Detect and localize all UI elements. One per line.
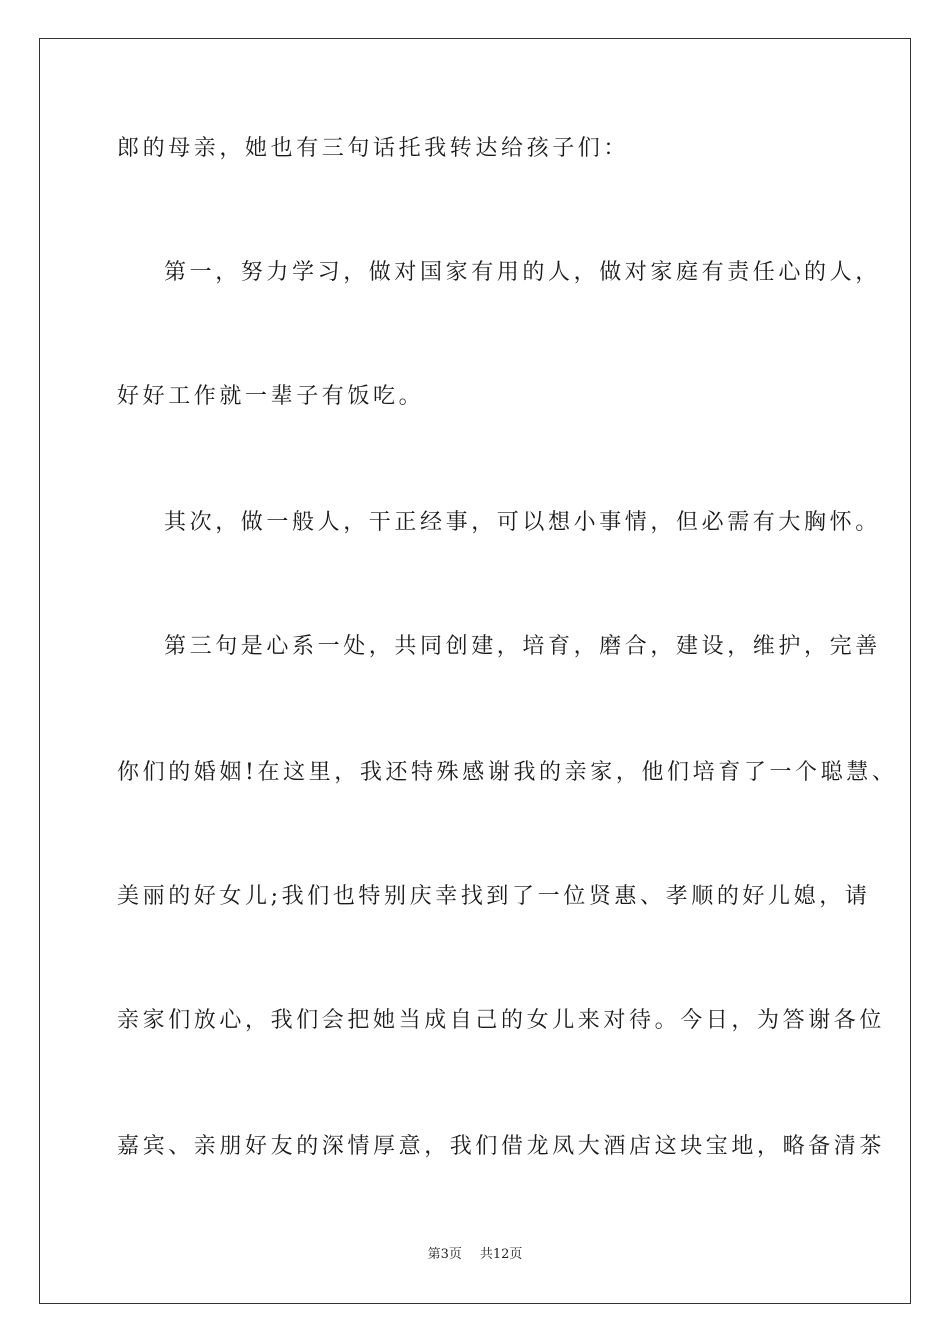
text-line-2: 第一，努力学习，做对国家有用的人，做对家庭有责任心的人， (164, 260, 881, 285)
text-line-1: 郎的母亲，她也有三句话托我转达给孩子们： (117, 136, 630, 161)
page-total: 共12页 (479, 1247, 523, 1262)
text-line-9: 嘉宾、亲朋好友的深情厚意，我们借龙凤大酒店这块宝地，略备清茶 (117, 1134, 886, 1159)
page-number: 第3页 (427, 1247, 462, 1262)
text-line-4: 其次，做一般人，干正经事，可以想小事情，但必需有大胸怀。 (164, 510, 881, 535)
text-line-5: 第三句是心系一处，共同创建，培育，磨合，建设，维护，完善 (164, 634, 881, 659)
text-line-6: 你们的婚姻!在这里，我还特殊感谢我的亲家，他们培育了一个聪慧、 (117, 760, 898, 785)
page-footer (0, 1246, 950, 1264)
text-line-3: 好好工作就一辈子有饭吃。 (117, 384, 425, 409)
text-line-8: 亲家们放心，我们会把她当成自己的女儿来对待。今日，为答谢各位 (117, 1008, 886, 1033)
page-frame (39, 38, 911, 1304)
text-line-7: 美丽的好女儿;我们也特别庆幸找到了一位贤惠、孝顺的好儿媳，请 (117, 884, 871, 909)
